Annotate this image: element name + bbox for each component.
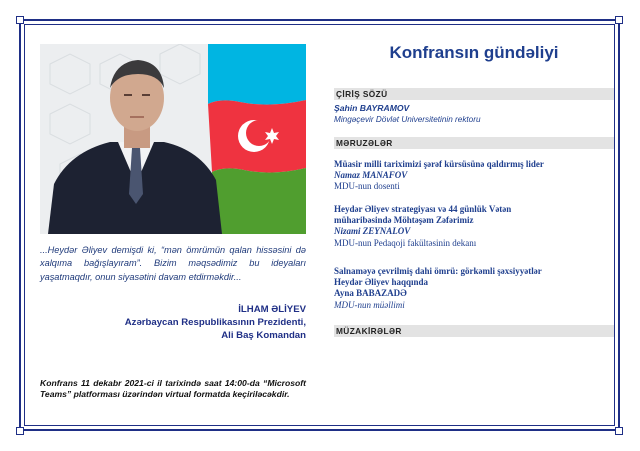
azerbaijan-flag [208,44,306,234]
agenda-title: Konfransın gündəliyi [389,43,559,62]
report-speaker: Namaz MANAFOV [334,170,408,181]
opening-speech-block [334,103,614,125]
report-title-line: müharibəsində Möhtəşəm Zəfərimiz [334,215,474,226]
leader-quote: ...Heydər Əliyev demişdi ki, “mən ömrümün qalan hissəsini də xalqıma bağışlayıram”. Bizim məqsədimiz bu ideyaları yaşatmaqdır, onun siyasətini davam etdirməkdir... [40,245,306,282]
president-portrait-photo [40,44,306,234]
corner-ornament-bottom-left [16,427,24,435]
report-speaker: Ayna BABAZADƏ [334,288,407,299]
corner-ornament-top-right [615,16,623,24]
section-header-reports: MƏRUZƏLƏR [334,137,614,149]
quote-signature [90,304,306,342]
corner-ornament-bottom-right [615,427,623,435]
report-title-line: Heydər Əliyev strategiyası və 44 günlük Vətən [334,204,512,214]
opening-speaker: Şahin BAYRAMOV [334,103,410,113]
report-speaker: Nizami ZEYNALOV [334,226,411,237]
event-info-note: Konfrans 11 dekabr 2021-ci il tarixində saat 14:00-da “Microsoft Teams” platforması üzərindən virtual formatda keçiriləcəkdir. [40,378,306,400]
opening-speaker-role: Mingəçevir Dövlət Universitetinin rektoru [334,115,481,124]
report-title: Müasir milli tariximizi şərəf kürsüsünə qaldırmış lider [334,159,544,169]
report-speaker-role: MDU-nun dosenti [334,181,400,192]
report-title-line: Salnaməyə çevrilmiş dahi ömrü: görkəmli şəxsiyyətlər [334,266,542,276]
corner-ornament-top-left [16,16,24,24]
report-item [334,266,614,311]
signature-subtitle: Ali Baş Komandan [221,329,306,341]
section-header-opening: ÇİRİŞ SÖZÜ [334,88,614,100]
report-item [334,204,614,249]
signature-name: İLHAM ƏLİYEV [238,304,306,315]
signature-title: Azərbaycan Respublikasının Prezidenti, [124,316,306,328]
section-header-discussion: MÜZAKİRƏLƏR [334,325,614,337]
report-speaker-role: MDU-nun müəllimi [334,299,405,310]
report-item [334,159,614,193]
report-speaker-role: MDU-nun Pedaqoji fakültəsinin dekanı [334,237,477,248]
report-title-line: Heydər Əliyev haqqında [334,277,428,288]
